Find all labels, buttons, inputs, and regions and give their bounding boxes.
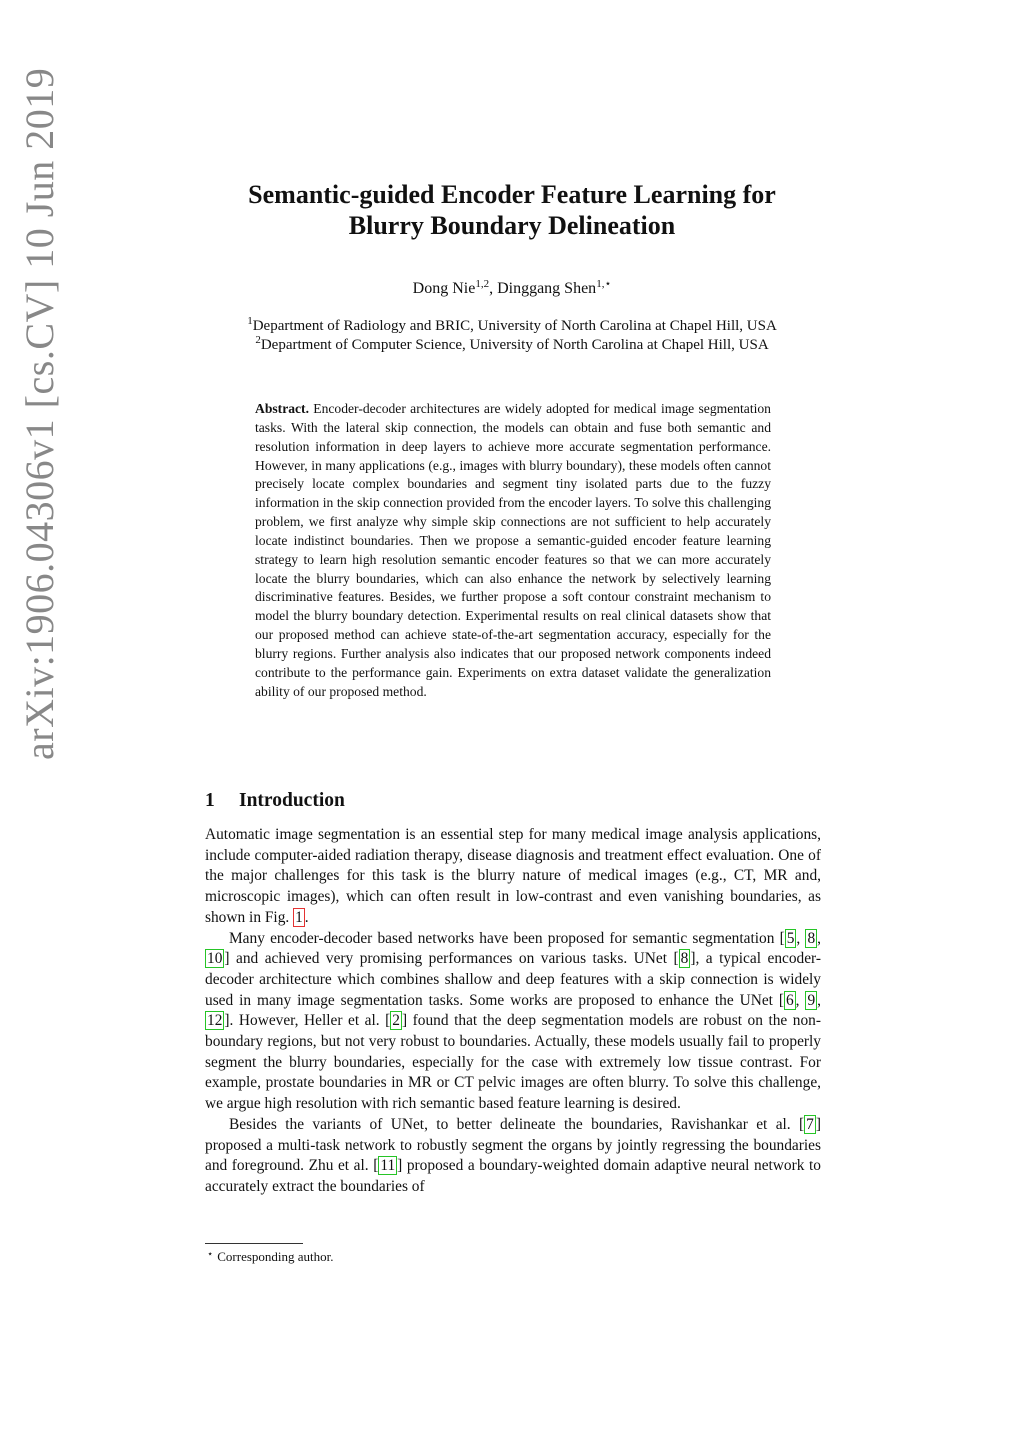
abstract-text: Encoder-decoder architectures are widely adopted for medical image segmentation tasks. With the lateral skip connection, the models can obtain and fuse both semantic and resolution information in deep layers to achieve more accurate segmentation performance. However, in many applications (e.g., images with blurry boundary), these models often cannot precisely locate complex boundaries and segment tiny isolated parts due to the fuzzy information in the skip connection provided from the encoder layers. To solve this challenging problem, we first analyze why simple skip connections are not sufficient to help accurately locate indistinct boundaries. Then we propose a semantic-guided encoder feature learning strategy to learn high resolution semantic encoder features so that we can more accurately locate the blurry boundaries, which can also enhance the network by selectively learning discriminative features. Besides, we further propose a soft contour constraint mechanism to model the blurry boundary detection. Experimental results on real clinical datasets show that our proposed method can achieve state-of-the-art segmentation accuracy, especially for the blurry regions. Further analysis also indicates that our proposed network components indeed contribute to the performance gain. Experiments on extra dataset validate the generalization ability of our proposed method.	[255, 401, 771, 699]
citation-link[interactable]: 10	[207, 950, 223, 968]
section-title: Introduction	[239, 790, 345, 811]
paragraph-text: ], a typical encoder-decoder architecture which combines shallow and deep features with a skip connection is widely used in many image segmentation tasks. Some works are proposed to enhance the UNet [	[205, 950, 822, 1009]
affiliation-text: Department of Computer Science, University of North Carolina at Chapel Hill, USA	[260, 337, 769, 353]
affiliation-text: Department of Radiology and BRIC, University of North Carolina at Chapel Hill, USA	[252, 318, 777, 334]
citation-link[interactable]: 8	[680, 950, 689, 968]
author-name: Dinggang Shen	[497, 280, 597, 297]
paper-title-line-2: Blurry Boundary Delineation	[348, 211, 676, 240]
footnote-divider	[205, 1243, 303, 1244]
section-number: 1	[205, 790, 215, 811]
paragraph-text: Automatic image segmentation is an essential step for many medical image analysis applications, include computer-aided radiation therapy, disease diagnosis and treatment effect evaluation. One of the major challenges for this task is the blurry nature of medical images (e.g., CT, MR and, microscopic images), which can often result in low-contrast and even vanishing boundaries, as shown in Fig.	[205, 826, 821, 926]
introduction-body	[205, 825, 821, 1198]
citation-link[interactable]: 9	[807, 991, 816, 1009]
paragraph-text: Besides the variants of UNet, to better delineate the boundaries, Ravishankar et al. [	[229, 1115, 805, 1133]
paragraph-text: ,	[796, 929, 806, 947]
footnote-marker: ⋆	[207, 1249, 214, 1260]
paragraph-text: ] and achieved very promising performances on various tasks. UNet [	[224, 950, 679, 968]
footnote	[207, 1249, 334, 1265]
section-heading	[205, 790, 345, 812]
citation-link[interactable]: 12	[207, 1012, 223, 1030]
citation-link[interactable]: 7	[806, 1115, 814, 1133]
paragraph	[205, 929, 821, 1115]
arxiv-identifier-text: arXiv:1906.04306v1 [cs.CV] 10 Jun 2019	[17, 67, 62, 760]
paragraph	[205, 1115, 821, 1198]
abstract	[255, 400, 771, 702]
citation-link[interactable]: 8	[807, 929, 816, 947]
affiliation-marker: 1	[247, 315, 253, 327]
author-affiliation-marker: 1,2	[475, 278, 490, 290]
paragraph-text: ,	[795, 991, 806, 1009]
paragraph-text: Many encoder-decoder based networks have been proposed for semantic segmentation [	[229, 929, 785, 947]
paragraph-text: ,	[817, 991, 821, 1009]
paragraph-text: ] found that the deep segmentation models are robust on the non-boundary regions, but not very robust to boundaries. Actually, these models usually fail to properly segment the blurry boundaries, especially for the case with extremely low tissue contrast. For example, prostate boundaries in MR or CT pelvic images are often blurry. To solve this challenge, we argue high resolution with rich semantic based feature learning is desired.	[205, 1012, 821, 1113]
citation-link[interactable]: 2	[392, 1012, 400, 1030]
abstract-label: Abstract.	[255, 401, 309, 416]
paragraph-text: .	[304, 908, 309, 926]
paragraph-text: ] proposed a multi-task network to robustly segment the organs by jointly regressing the boundaries and foreground. Zhu et al. [	[205, 1115, 821, 1175]
affiliation-1	[0, 315, 1024, 335]
paragraph-text: ] proposed a boundary-weighted domain adaptive neural network to accurately extract the boundaries of	[205, 1157, 821, 1195]
citation-link[interactable]: 5	[786, 929, 795, 947]
citation-link[interactable]: 11	[380, 1157, 396, 1175]
paper-title-line-1: Semantic-guided Encoder Feature Learning for	[248, 180, 776, 209]
figure-reference-link[interactable]: 1	[295, 908, 303, 926]
author-affiliation-marker: 1,⋆	[596, 278, 612, 290]
paragraph	[205, 825, 821, 929]
author-list	[0, 277, 1024, 298]
author-name: Dong Nie	[412, 280, 476, 297]
affiliation-marker: 2	[255, 334, 261, 346]
paragraph-text: ]. However, Heller et al. [	[224, 1012, 391, 1030]
footnote-text: Corresponding author.	[217, 1249, 334, 1264]
paragraph-text: ,	[817, 929, 822, 947]
author-separator: ,	[489, 280, 498, 297]
affiliation-2	[0, 334, 1024, 354]
citation-link[interactable]: 6	[785, 991, 794, 1009]
